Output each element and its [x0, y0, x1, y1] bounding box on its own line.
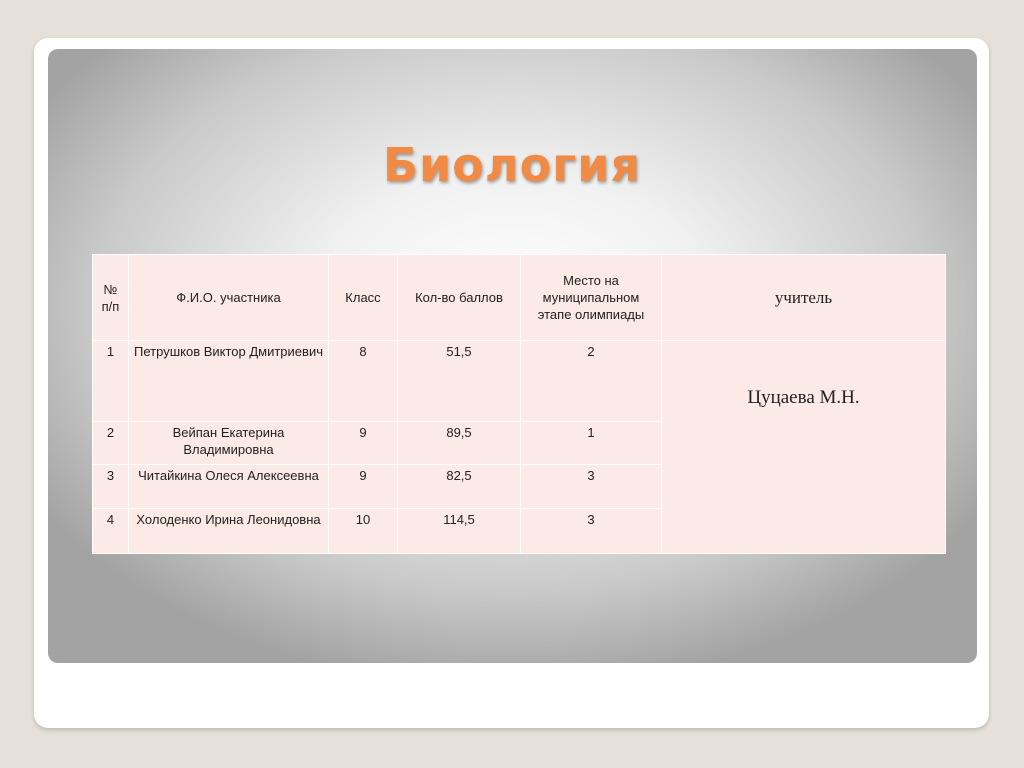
cell-grade: 10 [329, 509, 398, 554]
cell-num: 2 [93, 422, 129, 465]
cell-score: 114,5 [398, 509, 521, 554]
cell-name: Читайкина Олеся Алексеевна [129, 465, 329, 509]
cell-teacher: Цуцаева М.Н. [662, 341, 946, 554]
cell-place: 3 [521, 509, 662, 554]
header-teacher: учитель [662, 255, 946, 341]
cell-place: 1 [521, 422, 662, 465]
header-num: № п/п [93, 255, 129, 341]
cell-name: Вейпан Екатерина Владимировна [129, 422, 329, 465]
cell-grade: 9 [329, 465, 398, 509]
cell-score: 89,5 [398, 422, 521, 465]
cell-grade: 8 [329, 341, 398, 422]
header-score: Кол-во баллов [398, 255, 521, 341]
table-row [93, 341, 946, 422]
cell-num: 4 [93, 509, 129, 554]
cell-num: 1 [93, 341, 129, 422]
header-name: Ф.И.О. участника [129, 255, 329, 341]
header-grade: Класс [329, 255, 398, 341]
cell-name: Петрушков Виктор Дмитриевич [129, 341, 329, 422]
cell-score: 51,5 [398, 341, 521, 422]
header-place: Место на муниципальном этапе олимпиады [521, 255, 662, 341]
results-table [92, 254, 946, 554]
cell-place: 3 [521, 465, 662, 509]
table-header-row [93, 255, 946, 341]
cell-num: 3 [93, 465, 129, 509]
slide-title: Биология [383, 138, 641, 192]
cell-place: 2 [521, 341, 662, 422]
cell-score: 82,5 [398, 465, 521, 509]
cell-grade: 9 [329, 422, 398, 465]
cell-name: Холоденко Ирина Леонидовна [129, 509, 329, 554]
